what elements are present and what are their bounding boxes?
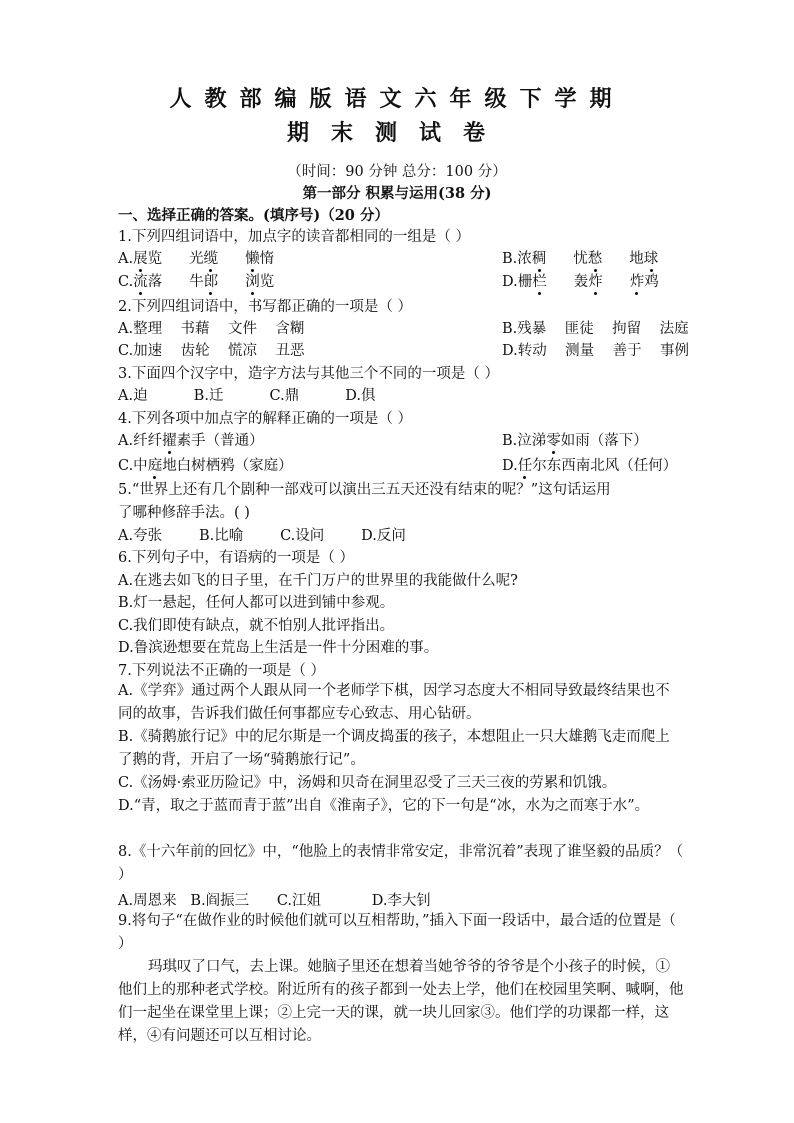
q1-stem: 1.下列四组词语中，加点字的读音都相同的一组是（ ）	[118, 229, 470, 245]
q1-option-c-w1: 流落	[133, 274, 163, 290]
q1-option-c-w3: 浏览	[245, 274, 275, 290]
q6-option-b: B.灯一悬起，任何人都可以进到铺中参观。	[118, 595, 395, 611]
exam-meta: （时间：90 分钟 总分：100 分）	[287, 164, 507, 180]
q1-option-d-w2: 轰炸	[573, 274, 603, 290]
q8-stem: 8.《十六年前的回忆》中，“他脸上的表情非常安定，非常沉着”表现了谁坚毅的品质？（ ）	[118, 844, 684, 883]
q7-option-a: A.《学弈》通过两个人跟从同一个老师学下棋，因学习态度大不相同导致最终结果也不同的故事，告诉我们做任何事都应专心致志、用心钻研。	[118, 683, 670, 722]
exam-subtitle: 期末测试卷	[286, 120, 507, 146]
q2-option-b: B.残暴 匪徒 拘留 法庭	[502, 321, 689, 337]
q2-stem: 2.下列四组词语中，书写都正确的一项是（ ）	[118, 299, 412, 315]
q3-options: A.迫 B.迁 C.鼎 D.俱	[118, 388, 376, 404]
q1-option-b-w2: 忧愁	[573, 251, 603, 267]
q1-option-c-letter: C.	[118, 274, 134, 290]
q7-option-b: B.《骑鹅旅行记》中的尼尔斯是一个调皮捣蛋的孩子，本想阻止一只大雄鹅飞走而爬上了鹅的背，开启了一场“骑鹅旅行记”。	[118, 729, 670, 768]
section-heading: 一、选择正确的答案。(填序号)（20 分）	[118, 207, 389, 224]
q3-stem: 3.下面四个汉字中，造字方法与其他三个不同的一项是（ ）	[118, 366, 499, 382]
q8-options: A.周恩来 B.阎振三 C.江姐 D.李大钊	[118, 893, 431, 909]
q7-stem: 7.下列说法不正确的一项是（ ）	[118, 663, 325, 679]
q1-option-d-letter: D.	[502, 274, 518, 290]
q5-stem-line2: 了哪种修辞手法。( )	[118, 505, 250, 521]
q4-options-row2	[118, 457, 678, 475]
q1-option-b-w1: 浓稠	[517, 251, 547, 267]
q1-option-b-letter: B.	[502, 251, 518, 267]
q4-stem: 4.下列各项中加点字的解释正确的一项是（ ）	[118, 411, 412, 427]
part-heading: 第一部分 积累与运用(38 分)	[302, 185, 492, 202]
q9-passage: 玛琪叹了口气，去上课。她脑子里还在想着当她爷爷的爷爷是个小孩子的时候，①他们上的那种老式学校。附近所有的孩子都到一处去上学，他们在校园里笑啊、喊啊，他们一起坐在课堂里上课；②上完一天的课，就一块儿回家③。他们学的功课都一样，这样，④有问题还可以互相讨论。	[118, 959, 684, 1044]
q4-option-d: D.任尔东西南北风（任何）	[502, 458, 678, 474]
q4-option-a: A.纤纤擢素手（普通）	[118, 433, 264, 449]
q6-option-a: A.在逃去如飞的日子里，在千门万户的世界里的我能做什么呢?	[118, 573, 518, 589]
q9-stem: 9.将句子“在做作业的时候他们就可以互相帮助，”插入下面一段话中，最合适的位置是（ ）	[118, 913, 676, 952]
q1-option-a-letter: A.	[118, 251, 134, 267]
q1-option-a-w3: 懒惰	[245, 251, 275, 267]
q1-option-a-w1: 展览	[133, 251, 163, 267]
q2-option-d: D.转动 测量 善于 事例	[502, 343, 690, 359]
q1-option-d-w1: 栅栏	[517, 274, 547, 290]
q7-option-c: C.《汤姆·索亚历险记》中，汤姆和贝奇在洞里忍受了三天三夜的劳累和饥饿。	[118, 775, 617, 791]
exam-title: 人教部编版语文六年级下学期	[169, 86, 625, 112]
q1-option-c-w2: 牛郎	[189, 274, 219, 290]
q5-stem-line1: 5.“世界上还有几个剧种一部戏可以演出三五天还没有结束的呢？”这句话运用	[118, 482, 611, 498]
q7-option-d: D.“青，取之于蓝而青于蓝”出自《淮南子》，它的下一句是“冰，水为之而寒于水”。	[118, 798, 650, 814]
q1-option-b-w3: 地球	[629, 251, 659, 267]
q1-options-row1	[118, 250, 659, 268]
q1-options-row2	[118, 273, 659, 291]
q5-options: A.夸张 B.比喻 C.设问 D.反问	[118, 528, 406, 544]
q4-options-row1	[118, 432, 648, 450]
q4-option-c: C.中庭地白树栖鸦（家庭）	[118, 458, 293, 474]
q6-option-d: D.鲁滨逊想要在荒岛上生活是一件十分困难的事。	[118, 640, 439, 656]
q6-option-c: C.我们即使有缺点，就不怕别人批评指出。	[118, 618, 395, 634]
q1-option-d-w3: 炸鸡	[629, 274, 659, 290]
q1-option-a-w2: 光缆	[189, 251, 219, 267]
q2-options-row2	[118, 342, 690, 360]
q2-option-a: A.整理 书藉 文件 含糊	[118, 321, 305, 337]
q2-options-row1	[118, 320, 689, 338]
q4-option-b: B.泣涕零如雨（落下）	[502, 433, 648, 449]
q6-stem: 6.下列句子中，有语病的一项是（ ）	[118, 550, 354, 566]
q2-option-c: C.加速 齿轮 慌凉 丑恶	[118, 343, 305, 359]
